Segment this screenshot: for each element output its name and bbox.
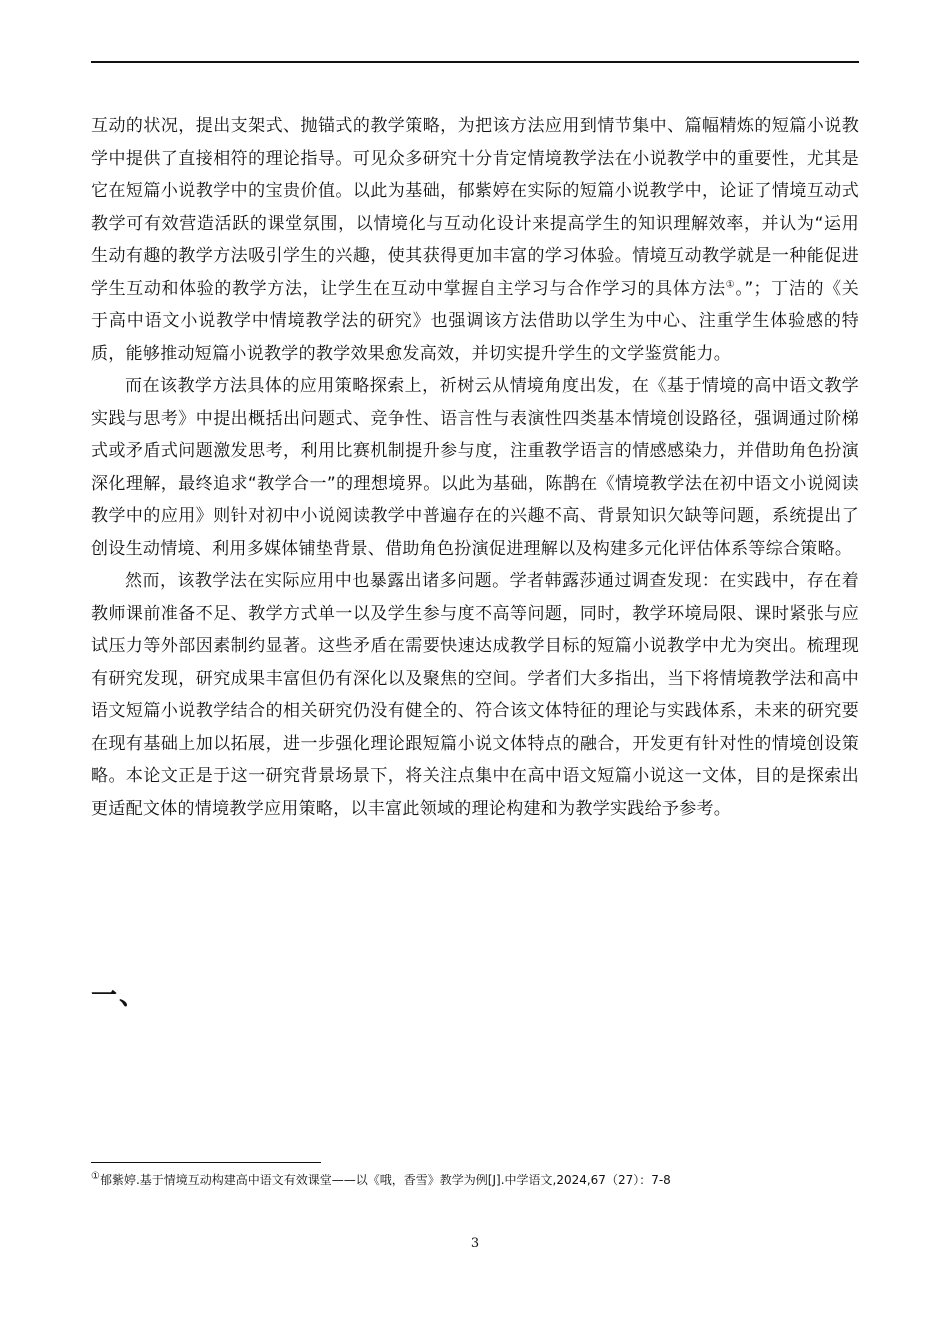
body-text bbox=[91, 110, 859, 825]
paragraph-2: 而在该教学方法具体的应用策略探索上，祈树云从情境角度出发，在《基于情境的高中语文教学实践与思考》中提出概括出问题式、竞争性、语言性与表演性四类基本情境创设路径，强调通过阶梯式或矛盾式问题激发思考，利用比赛机制提升参与度，注重教学语言的情感感染力，并借助角色扮演深化理解，最终追求“教学合一”的理想境界。以此为基础，陈鹊在《情境教学法在初中语文小说阅读教学中的应用》则针对初中小说阅读教学中普遍存在的兴趣不高、背景知识欠缺等问题，系统提出了创设生动情境、利用多媒体铺垫背景、借助角色扮演促进理解以及构建多元化评估体系等综合策略。 bbox=[91, 376, 859, 559]
footnote bbox=[91, 1172, 859, 1188]
footnote-text: 郁紫婷.基于情境互动构建高中语文有效课堂——以《哦，香雪》教学为例[J].中学语文,2024,67（27）：7-8 bbox=[99, 1173, 671, 1187]
paragraph-3: 然而，该教学法在实际应用中也暴露出诸多问题。学者韩露莎通过调查发现：在实践中，存在着教师课前准备不足、教学方式单一以及学生参与度不高等问题，同时，教学环境局限、课时紧张与应试压力等外部因素制约显著。这些矛盾在需要快速达成教学目标的短篇小说教学中尤为突出。梳理现有研究发现，研究成果丰富但仍有深化以及聚焦的空间。学者们大多指出，当下将情境教学法和高中语文短篇小说教学结合的相关研究仍没有健全的、符合该文体特征的理论与实践体系，未来的研究要在现有基础上加以拓展，进一步强化理论跟短篇小说文体特点的融合，开发更有针对性的情境创设策略。本论文正是于这一研究背景场景下，将关注点集中在高中语文短篇小说这一文体，目的是探索出更适配文体的情境教学应用策略，以丰富此领域的理论构建和为教学实践给予参考。 bbox=[91, 571, 859, 819]
footnote-rule bbox=[91, 1162, 321, 1163]
page-number: 3 bbox=[470, 1236, 480, 1251]
header-rule bbox=[91, 61, 859, 63]
section-heading: 一、 bbox=[91, 981, 148, 1011]
paragraph-1-text-after: 。”；丁洁的《关于高中语文小说教学中情境教学法的研究》也强调该方法借助以学生为中心、注重学生体验感的特质，能够推动短篇小说教学的教学效果愈发高效，并切实提升学生的文学鉴赏能力。 bbox=[91, 278, 860, 364]
paragraph-1 bbox=[91, 110, 859, 370]
footnote-mark: ① bbox=[91, 1171, 100, 1182]
footnote-reference[interactable]: ① bbox=[725, 278, 736, 290]
paragraph-1-text-before: 互动的状况，提出支架式、抛锚式的教学策略，为把该方法应用到情节集中、篇幅精炼的短篇小说教学中提供了直接相符的理论指导。可见众多研究十分肯定情境教学法在小说教学中的重要性，尤其是它在短篇小说教学中的宝贵价值。以此为基础，郁紫婷在实际的短篇小说教学中，论证了情境互动式教学可有效营造活跃的课堂氛围，以情境化与互动化设计来提高学生的知识理解效率，并认为“运用生动有趣的教学方法吸引学生的兴趣，使其获得更加丰富的学习体验。情境互动教学就是一种能促进学生互动和体验的教学方法，让学生在互动中掌握自主学习与合作学习的具体方法 bbox=[91, 116, 859, 299]
